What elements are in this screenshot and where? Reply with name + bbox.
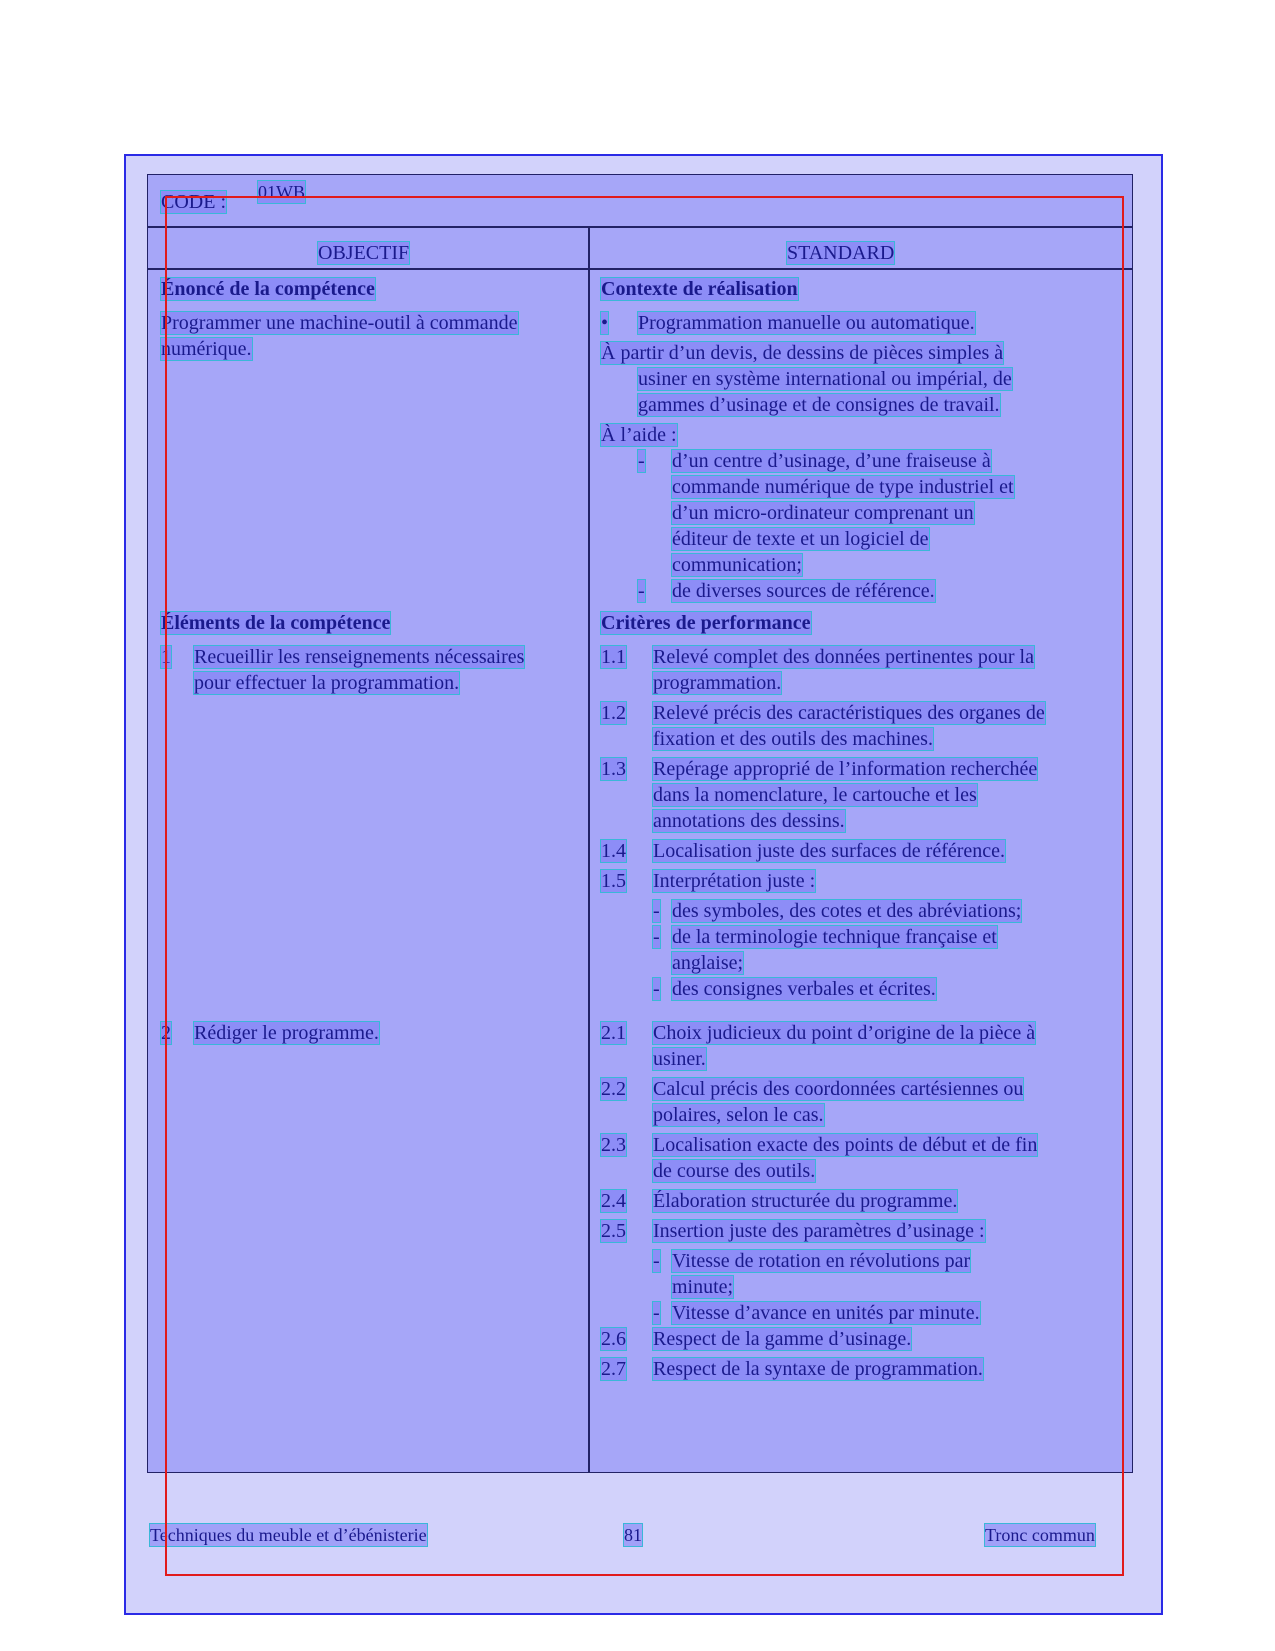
dash-icon: - bbox=[653, 926, 660, 948]
critere-line: annotations des dessins. bbox=[653, 810, 845, 832]
critere-line: fixation et des outils des machines. bbox=[653, 728, 933, 750]
critere-line: Insertion juste des paramètres d’usinage : bbox=[653, 1220, 985, 1242]
critere-number: 2.7 bbox=[601, 1358, 626, 1380]
element-line: Rédiger le programme. bbox=[194, 1022, 379, 1044]
contexte-item: Programmation manuelle ou automatique. bbox=[638, 312, 975, 334]
critere-line: Repérage approprié de l’information recherchée bbox=[653, 758, 1038, 780]
critere-number: 1.5 bbox=[601, 870, 626, 892]
aide-line: commande numérique de type industriel et bbox=[672, 476, 1014, 498]
footer-right: Tronc commun bbox=[985, 1525, 1095, 1545]
aide-line: d’un micro-ordinateur comprenant un bbox=[672, 502, 974, 524]
critere-line: Localisation exacte des points de début et de fin bbox=[653, 1134, 1038, 1156]
contexte-line: À partir d’un devis, de dessins de pièces simples à bbox=[601, 342, 1004, 364]
critere-number: 1.1 bbox=[601, 646, 626, 668]
critere-subline: anglaise; bbox=[672, 952, 744, 974]
critere-subline: Vitesse de rotation en révolutions par bbox=[672, 1250, 971, 1272]
critere-number: 2.2 bbox=[601, 1078, 626, 1100]
critere-subline: de la terminologie technique française et bbox=[672, 926, 997, 948]
critere-subline: des symboles, des cotes et des abréviations; bbox=[672, 900, 1022, 922]
critere-line: Respect de la syntaxe de programmation. bbox=[653, 1358, 983, 1380]
contexte-title: Contexte de réalisation bbox=[601, 278, 798, 300]
dash-icon: - bbox=[638, 450, 645, 472]
code-row-divider bbox=[147, 226, 1133, 228]
critere-line: polaires, selon le cas. bbox=[653, 1104, 824, 1126]
critere-subline: Vitesse d’avance en unités par minute. bbox=[672, 1302, 980, 1324]
contexte-line: usiner en système international ou impérial, de bbox=[638, 368, 1012, 390]
critere-line: usiner. bbox=[653, 1048, 706, 1070]
critere-line: Respect de la gamme d’usinage. bbox=[653, 1328, 912, 1350]
critere-number: 1.2 bbox=[601, 702, 626, 724]
dash-icon: - bbox=[653, 1302, 660, 1324]
header-row-divider bbox=[147, 268, 1133, 270]
code-value: 01WB bbox=[258, 182, 305, 202]
aide-line: d’un centre d’usinage, d’une fraiseuse à bbox=[672, 450, 991, 472]
critere-number: 2.5 bbox=[601, 1220, 626, 1242]
critere-line: de course des outils. bbox=[653, 1160, 816, 1182]
element-number: 2 bbox=[161, 1022, 171, 1044]
dash-icon: - bbox=[653, 1250, 660, 1272]
element-line: Recueillir les renseignements nécessaires bbox=[194, 646, 525, 668]
column-divider bbox=[588, 226, 590, 1473]
critere-line: Relevé précis des caractéristiques des organes de bbox=[653, 702, 1045, 724]
elements-title: Éléments de la compétence bbox=[161, 612, 391, 634]
objectif-header: OBJECTIF bbox=[318, 242, 410, 264]
page-number: 81 bbox=[624, 1525, 642, 1545]
enonce-line: Programmer une machine-outil à commande bbox=[161, 312, 518, 334]
code-label: CODE : bbox=[161, 191, 226, 213]
contexte-aide: À l’aide : bbox=[601, 424, 677, 446]
critere-number: 1.3 bbox=[601, 758, 626, 780]
critere-number: 2.1 bbox=[601, 1022, 626, 1044]
critere-line: Calcul précis des coordonnées cartésiennes ou bbox=[653, 1078, 1024, 1100]
dash-icon: - bbox=[653, 978, 660, 1000]
element-number: 1 bbox=[161, 646, 171, 668]
critere-line: dans la nomenclature, le cartouche et les bbox=[653, 784, 977, 806]
critere-subline: minute; bbox=[672, 1276, 734, 1298]
critere-number: 1.4 bbox=[601, 840, 626, 862]
critere-line: Interprétation juste : bbox=[653, 870, 816, 892]
contexte-line: gammes d’usinage et de consignes de travail. bbox=[638, 394, 1000, 416]
criteres-title: Critères de performance bbox=[601, 612, 811, 634]
critere-line: Élaboration structurée du programme. bbox=[653, 1190, 958, 1212]
critere-subline: des consignes verbales et écrites. bbox=[672, 978, 936, 1000]
dash-icon: - bbox=[653, 900, 660, 922]
bullet-icon: • bbox=[601, 312, 609, 334]
aide-line: de diverses sources de référence. bbox=[672, 580, 935, 602]
aide-line: communication; bbox=[672, 554, 802, 576]
enonce-title: Énoncé de la compétence bbox=[161, 278, 375, 300]
standard-header: STANDARD bbox=[787, 242, 895, 264]
critere-line: programmation. bbox=[653, 672, 782, 694]
critere-line: Choix judicieux du point d’origine de la pièce à bbox=[653, 1022, 1036, 1044]
enonce-line: numérique. bbox=[161, 338, 252, 360]
critere-number: 2.6 bbox=[601, 1328, 626, 1350]
critere-line: Relevé complet des données pertinentes pour la bbox=[653, 646, 1034, 668]
footer-left: Techniques du meuble et d’ébénisterie bbox=[150, 1525, 427, 1545]
aide-line: éditeur de texte et un logiciel de bbox=[672, 528, 929, 550]
critere-line: Localisation juste des surfaces de référence. bbox=[653, 840, 1006, 862]
element-line: pour effectuer la programmation. bbox=[194, 672, 460, 694]
critere-number: 2.4 bbox=[601, 1190, 626, 1212]
dash-icon: - bbox=[638, 580, 645, 602]
critere-number: 2.3 bbox=[601, 1134, 626, 1156]
